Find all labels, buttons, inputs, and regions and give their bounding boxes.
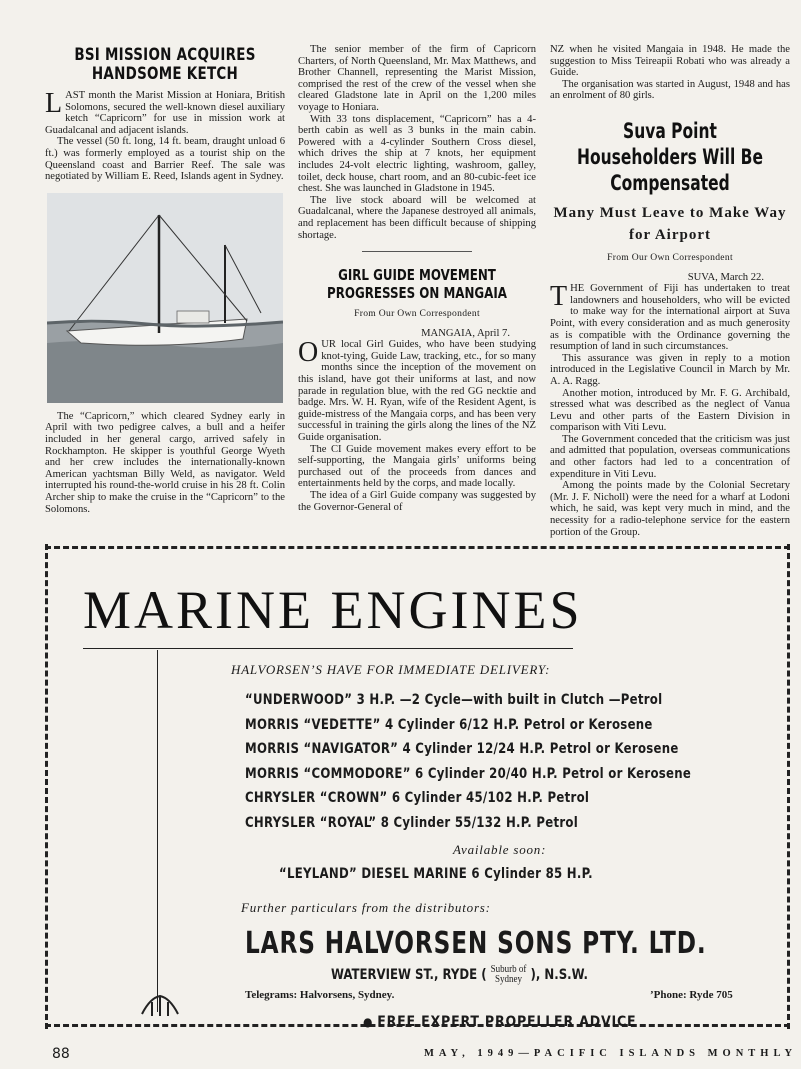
publication-footer: MAY, 1949—PACIFIC ISLANDS MONTHLY (424, 1048, 798, 1059)
ketch-photo (47, 193, 283, 403)
article-column-3 (550, 44, 790, 538)
ad-body (231, 662, 785, 1031)
ketch-illustration (47, 193, 283, 403)
propeller-advice: ● FREE EXPERT PROPELLER ADVICE (363, 1014, 637, 1031)
further-particulars: Further particulars from the distributors: (241, 900, 491, 916)
correspondent-line: From Our Own Correspondent (354, 308, 480, 320)
border-right (787, 544, 790, 1029)
bullet: ● (363, 1015, 374, 1030)
paragraph: The CI Guide movement makes every effort to be self-supporting, the Mangaia girls’ uniforms being purchased out of the proceeds from dances and entertainments held by the corps, and made locally. (298, 443, 536, 490)
article-heading: GIRL GUIDE MOVEMENT PROGRESSES ON MANGAIA (327, 266, 507, 303)
drop-cap: T (550, 281, 568, 313)
page-number: 88 (52, 1046, 70, 1062)
article-heading: BSI MISSION ACQUIRES HANDSOME KETCH (74, 45, 256, 84)
dateline: MANGAIA, April 7. (421, 327, 510, 339)
marine-engines-ad (45, 544, 790, 1029)
border-left (45, 544, 48, 1029)
telegrams: Telegrams: Halvorsens, Sydney. (245, 989, 395, 1002)
paragraph: The vessel (50 ft. long, 14 ft. beam, draught unload 6 ft.) was formerly employed as a tourist ship on the Queensland coast and Barrier Reef. The sale was negotiated by William E. Reed, Islands agent in Sydney. (45, 136, 285, 183)
engine-item: CHRYSLER “CROWN” 6 Cylinder 45/102 H.P. Petrol (245, 790, 590, 807)
paragraph: This assurance was given in reply to a motion introduced in the Legislative Council in March by Mr. A. A. Ragg. (550, 352, 790, 387)
company-name: LARS HALVORSEN SONS PTY. LTD. (245, 926, 707, 962)
drop-cap: O (298, 337, 319, 369)
engine-item: MORRIS “NAVIGATOR” 4 Cylinder 12/24 H.P. Petrol or Kerosene (245, 741, 679, 758)
engine-list (245, 688, 785, 836)
title-rule (83, 648, 573, 649)
paragraph: Another motion, introduced by Mr. F. G. Archibald, stressed what was described as the neglect of Vanua Levu and other parts of the Eastern Division in comparison with Viti Levu. (550, 387, 790, 434)
paragraph: THE Government of Fiji has undertaken to treat landowners and householders, who will be evicted to make way for the international airport at Suva Point, with every consideration and as much generosity as is compatible with the Ordinance governing the resumption of land in such circumstances. (550, 281, 790, 353)
ad-title: MARINE ENGINES (83, 580, 583, 640)
dateline: SUVA, March 22. (687, 271, 764, 283)
delivery-intro: HALVORSEN’S HAVE FOR IMMEDIATE DELIVERY: (231, 662, 551, 677)
paragraph: The live stock aboard will be welcomed at Guadalcanal, where the Japanese destroyed all animals, and replacement has been difficult because of shipping shortage. (298, 194, 536, 241)
paragraph: With 33 tons displacement, “Capricorn” has a 4-berth cabin as well as 3 bunks in the main cabin. Powered with a 4-cylinder Southern Cross diesel, which drives the ship at 7 knots, her equipment includes 24-volt electric lighting, washroom, galley, toilet, deck house, chart room, and an 80-cubic-feet ice chest. She was launched in Gladstone in 1945. (298, 113, 536, 195)
engine-item: CHRYSLER “ROYAL” 8 Cylinder 55/132 H.P. Petrol (245, 814, 579, 831)
engine-item: “LEYLAND” DIESEL MARINE 6 Cylinder 85 H.P. (279, 865, 593, 882)
contact-line (245, 989, 785, 1007)
article-subheading: Many Must Leave to Make Way for Airport (553, 204, 787, 243)
vertical-rule (157, 650, 158, 1012)
article-column-2 (298, 44, 536, 513)
paragraph: OUR local Girl Guides, who have been studying knot-tying, Guide Law, tracking, etc., for so many months since the inception of the movement on this island, have got their uniforms at last, and now parade in regulation blue, with the red GG necktie and badge. Mrs. W. H. Ryan, wife of the Resident Agent, is guide-mistress of the Mangaia corps, and has been very successful in training the girls along the lines of the NZ Guide organisation. (298, 337, 536, 444)
paragraph: The organisation was started in August, 1948 and has an enrolment of 80 girls. (550, 78, 790, 102)
engine-item: MORRIS “VEDETTE” 4 Cylinder 6/12 H.P. Petrol or Kerosene (245, 716, 653, 733)
correspondent-line: From Our Own Correspondent (607, 251, 733, 263)
paragraph: The idea of a Girl Guide company was suggested by the Governor-General of (298, 490, 536, 513)
company-address: WATERVIEW ST., RYDE ( Suburb of Sydney ), N.S.W. (331, 964, 588, 986)
paragraph: Among the points made by the Colonial Secretary (Mr. J. F. Nicholl) were the need for a wharf at Lodoni which, he said, was kept very much in mind, and the necessity for a radio-telephone service for the eastern portion of the Group. (550, 480, 790, 538)
engine-item: “UNDERWOOD” 3 H.P. —2 Cycle—with built in Clutch —Petrol (245, 692, 663, 708)
paragraph: NZ when he visited Mangaia in 1948. He made the suggestion to Miss Teireapii Robati who was already a Guide. (550, 44, 790, 79)
halvorsen-logo-icon (140, 994, 180, 1016)
divider (362, 251, 472, 252)
border-top (45, 546, 790, 549)
article-heading: Suva Point Householders Will Be Compensated (577, 118, 763, 195)
phone: ’Phone: Ryde 705 (650, 989, 733, 1002)
photo-caption: The “Capricorn,” which cleared Sydney early in April with two pedigree calves, a bull and a heifer included in her general cargo, arrived safely in Rockhampton. He skipper is youthful George Wyeth and her crew includes the internationally-known American yachtsman Billy Weld, as navigator. Weld interrupted his round-the-world cruise in his 28 ft. Colin Archer ship to make the cruise in the “Capricorn” to the Solomons. (45, 410, 285, 515)
paragraph: The Government conceded that the criticism was just and admitted that population, overseas communications and other factors had led to a concentration of expenditure in Viti Levu. (550, 433, 790, 480)
paragraph: The senior member of the firm of Capricorn Charters, of North Queensland, Mr. Max Matthews, and Brother Channell, representing the Marist Mission, comprised the rest of the crew of the vessel when she cleared Gladstone late in April on the 1,200 miles voyage to Honiara. (298, 44, 536, 113)
article-ketch (45, 44, 285, 515)
paragraph: LAST month the Marist Mission at Honiara, British Solomons, secured the well-known diesel auxiliary ketch “Capricorn” for use in mission work at Guadalcanal and adjacent islands. (45, 88, 285, 136)
engine-item: MORRIS “COMMODORE” 6 Cylinder 20/40 H.P. Petrol or Kerosene (245, 765, 692, 782)
drop-cap: L (45, 88, 63, 119)
available-soon: Available soon: (453, 841, 547, 857)
